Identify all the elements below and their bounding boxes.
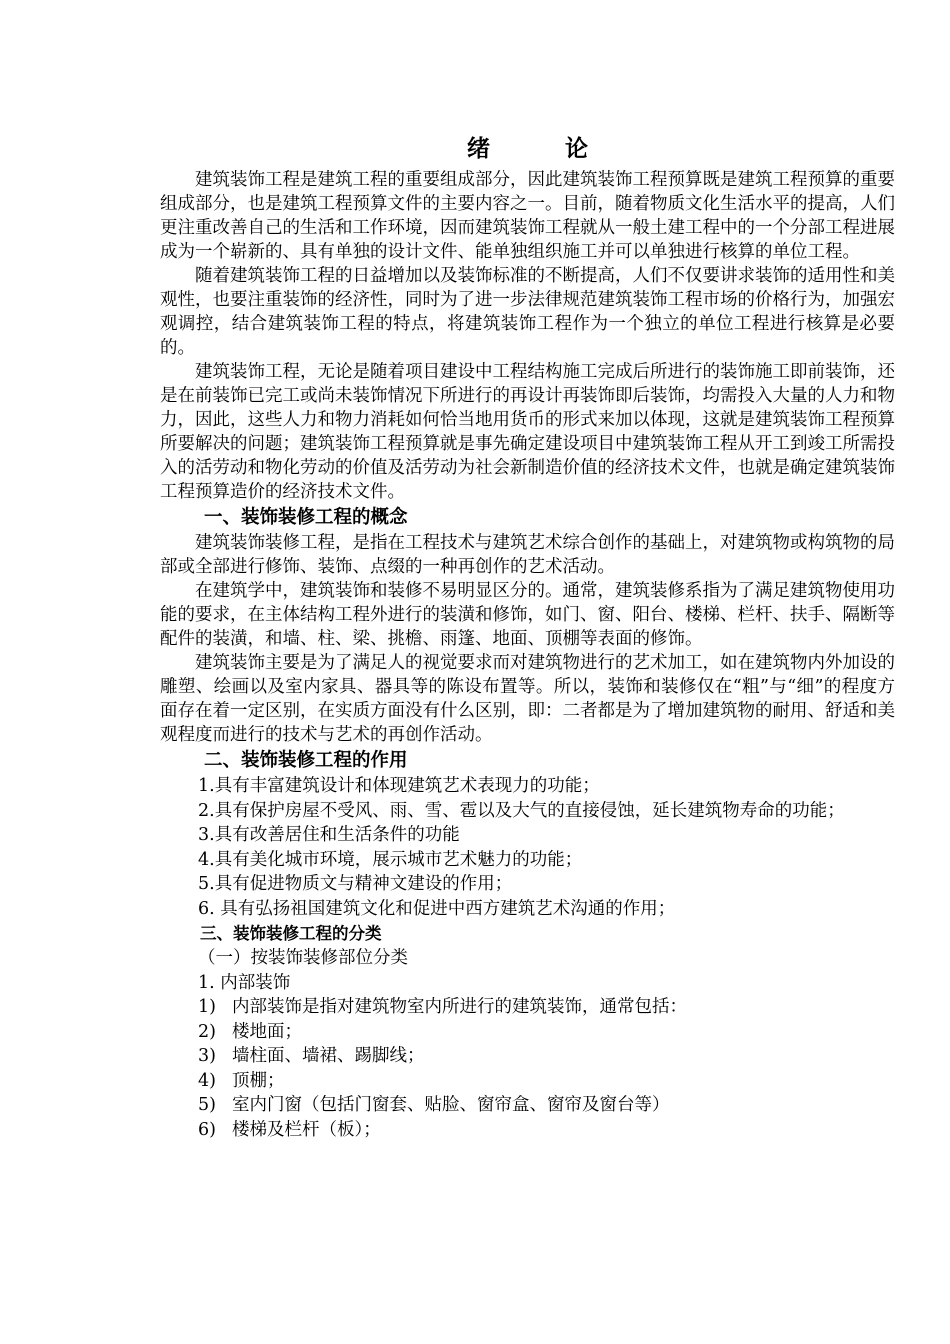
list-number: 5) xyxy=(198,1095,216,1115)
interior-list-item xyxy=(160,1118,895,1143)
list-text: 顶棚； xyxy=(232,1070,285,1091)
list-text: 墙柱面、墙裙、踢脚线； xyxy=(232,1046,425,1066)
list-text: 室内门窗（包括门窗套、贴脸、窗帘盒、窗帘及窗台等） xyxy=(232,1095,670,1115)
list-text: 楼梯及栏杆（板）； xyxy=(232,1119,381,1140)
interior-list-item xyxy=(160,1069,895,1094)
function-list-item: 1.具有丰富建筑设计和体现建筑艺术表现力的功能； xyxy=(198,776,600,796)
list-number: 3) xyxy=(198,1046,216,1066)
document-title: 绪 论 xyxy=(467,136,614,162)
concept-paragraph: 建筑装饰装修工程，是指在工程技术与建筑艺术综合创作的基础上，对建筑物或构筑物的局部或全部进行修饰、装饰、点缀的一种再创作的艺术活动。 xyxy=(160,533,895,577)
function-list-item: 2.具有保护房屋不受风、雨、雪、雹以及大气的直接侵蚀，延长建筑物寿命的功能； xyxy=(198,800,845,821)
section-heading-classification: 三、装饰装修工程的分类 xyxy=(200,924,382,943)
interior-list-item xyxy=(160,995,895,1020)
document-page xyxy=(160,134,895,1142)
interior-list-item xyxy=(160,1020,895,1045)
concept-paragraph: 在建筑学中，建筑装饰和装修不易明显区分的。通常，建筑装修系指为了满足建筑物使用功能的要求，在主体结构工程外进行的装潢和修饰，如门、窗、阳台、楼梯、栏杆、扶手、隔断等配件的装潢，和墙、柱、梁、挑檐、雨篷、地面、顶棚等表面的修饰。 xyxy=(160,581,895,649)
intro-paragraph: 建筑装饰工程是建筑工程的重要组成部分，因此建筑装饰工程预算既是建筑工程预算的重要组成部分，也是建筑工程预算文件的主要内容之一。目前，随着物质文化生活水平的提高，人们更注重改善自己的生活和工作环境，因而建筑装饰工程就从一般土建工程中的一个分部工程进展成为一个崭新的、具有单独的设计文件、能单独组织施工并可以单独进行核算的单位工程。 xyxy=(160,170,895,262)
list-number: 1) xyxy=(198,997,216,1017)
function-list-item: 3.具有改善居住和生活条件的功能 xyxy=(198,825,460,845)
function-list-item: 6. 具有弘扬祖国建筑文化和促进中西方建筑艺术沟通的作用； xyxy=(198,898,676,919)
function-list-item: 4.具有美化城市环境，展示城市艺术魅力的功能； xyxy=(198,849,583,870)
classification-subheading: （一）按装饰装修部位分类 xyxy=(198,948,408,968)
interior-list-item xyxy=(160,1044,895,1069)
list-number: 2) xyxy=(198,1021,216,1042)
intro-paragraph: 随着建筑装饰工程的日益增加以及装饰标准的不断提高，人们不仅要讲求装饰的适用性和美观性，也要注重装饰的经济性，同时为了进一步法律规范建筑装饰工程市场的价格行为，加强宏观调控，结合建筑装饰工程的特点，将建筑装饰工程作为一个独立的单位工程进行核算是必要的。 xyxy=(160,266,895,358)
section-heading-function: 二、装饰装修工程的作用 xyxy=(204,750,408,771)
list-text: 楼地面； xyxy=(232,1021,302,1042)
list-number: 4) xyxy=(198,1070,216,1091)
list-text: 内部装饰是指对建筑物室内所进行的建筑装饰，通常包括： xyxy=(232,997,687,1017)
function-list-item: 5.具有促进物质文与精神文建设的作用； xyxy=(198,874,513,894)
interior-list-item xyxy=(160,1093,895,1118)
interior-decoration-heading: 1. 内部装饰 xyxy=(198,972,291,993)
section-heading-concept: 一、装饰装修工程的概念 xyxy=(204,507,408,528)
list-number: 6) xyxy=(198,1119,216,1140)
intro-paragraph: 建筑装饰工程，无论是随着项目建设中工程结构施工完成后所进行的装饰施工即前装饰，还是在前装饰已完工或尚未装饰情况下所进行的再设计再装饰即后装饰，均需投入大量的人力和物力，因此，这些人力和物力消耗如何恰当地用货币的形式来加以体现，这就是建筑装饰工程预算所要解决的问题；建筑装饰工程预算就是事先确定建设项目中建筑装饰工程从开工到竣工所需投入的活劳动和物化劳动的价值及活劳动为社会新制造价值的经济技术文件，也就是确定建筑装饰工程预算造价的经济技术文件。 xyxy=(160,362,895,502)
concept-paragraph: 建筑装饰主要是为了满足人的视觉要求而对建筑物进行的艺术加工，如在建筑物内外加设的雕塑、绘画以及室内家具、器具等的陈设布置等。所以，装饰和装修仅在“粗”与“细”的程度方面存在着一定区别，在实质方面没有什么区别，即：二者都是为了增加建筑物的耐用、舒适和美观程度而进行的技术与艺术的再创作活动。 xyxy=(160,653,895,745)
